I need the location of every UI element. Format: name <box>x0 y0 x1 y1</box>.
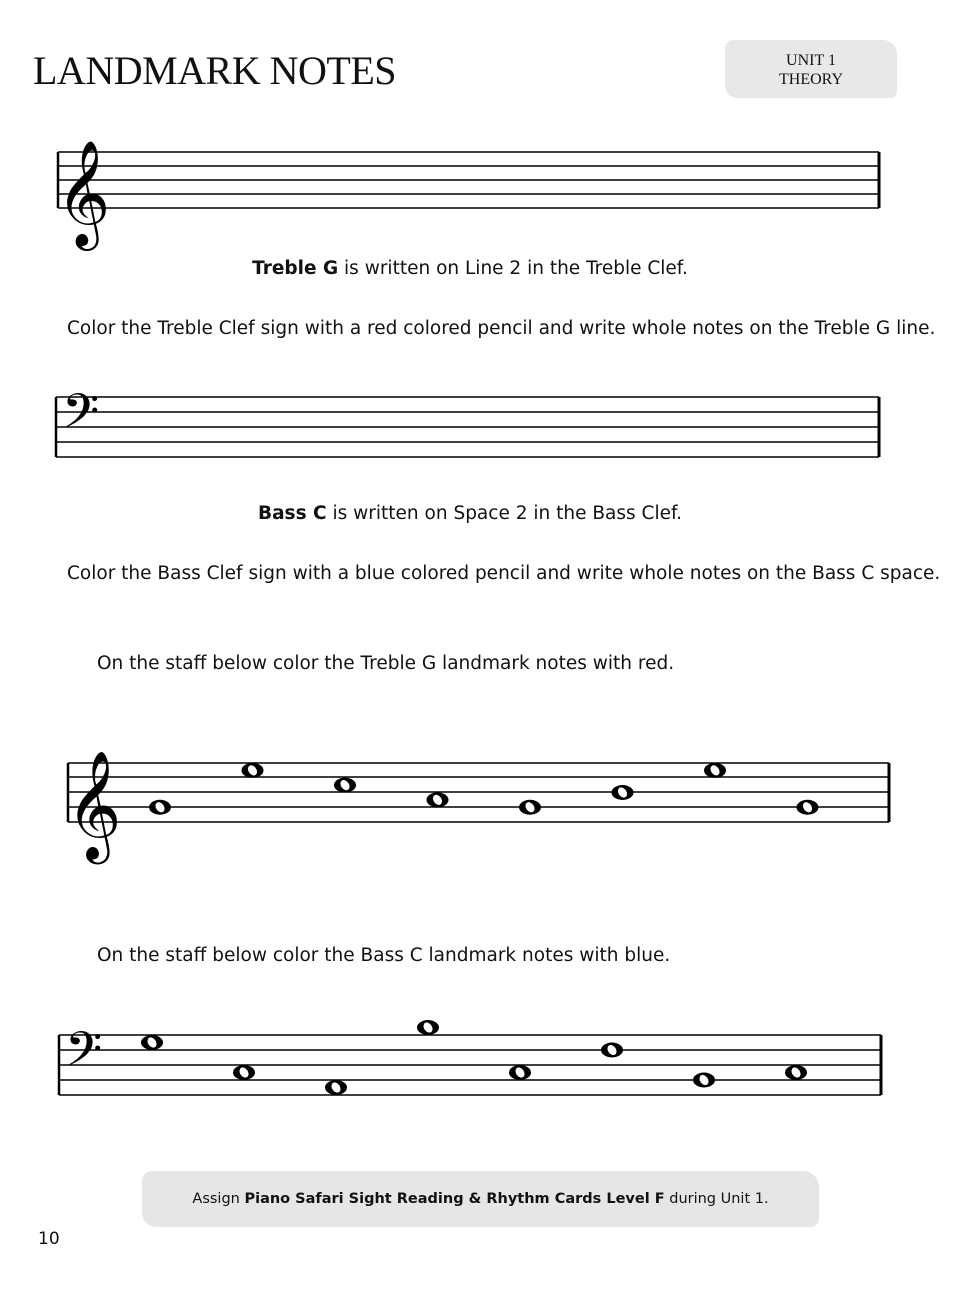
whole-note <box>509 1065 531 1080</box>
staff-lines <box>59 1035 881 1095</box>
bass-exercise-staff <box>0 1015 972 1115</box>
treble-clef-icon: 𝄞 <box>66 751 122 860</box>
whole-note <box>797 800 819 815</box>
footer-prefix: Assign <box>192 1191 245 1207</box>
bass-exercise-prompt: On the staff below color the Bass C landmark notes with blue. <box>97 945 671 966</box>
page-number: 10 <box>38 1229 60 1249</box>
treble-instruction: Color the Treble Clef sign with a red colored pencil and write whole notes on the Treble G line. <box>67 318 936 339</box>
treble-exercise-prompt: On the staff below color the Treble G landmark notes with red. <box>97 653 675 674</box>
bass-c-term: Bass C <box>257 503 327 524</box>
whole-note <box>334 778 356 793</box>
whole-note <box>612 785 634 800</box>
whole-note <box>233 1065 255 1080</box>
unit-section: THEORY <box>779 71 843 88</box>
treble-exercise-staff <box>0 730 972 860</box>
whole-note <box>704 763 726 778</box>
treble-clef-icon: 𝄞 <box>56 139 111 246</box>
page-title: LANDMARK NOTES <box>33 48 396 93</box>
staff-lines <box>68 763 889 822</box>
staff-lines <box>56 397 879 457</box>
bass-clef-icon: 𝄢 <box>65 1021 103 1089</box>
whole-note <box>785 1065 807 1080</box>
footer-suffix: during Unit 1. <box>664 1191 769 1207</box>
whole-note <box>141 1035 163 1050</box>
treble-example-staff <box>0 120 972 245</box>
whole-note <box>242 763 264 778</box>
note-group <box>141 1020 807 1095</box>
bass-example-staff <box>0 380 972 480</box>
unit-badge <box>725 40 897 98</box>
whole-note <box>601 1043 623 1058</box>
whole-note <box>427 792 449 807</box>
unit-label: UNIT 1 <box>786 52 836 69</box>
whole-note <box>417 1020 439 1035</box>
whole-note <box>693 1073 715 1088</box>
treble-g-description <box>0 258 940 279</box>
whole-note <box>325 1080 347 1095</box>
whole-note <box>519 800 541 815</box>
treble-g-term: Treble G <box>252 258 339 279</box>
footer-book-title: Piano Safari Sight Reading & Rhythm Cards Level F <box>244 1191 665 1207</box>
bass-c-description <box>0 503 940 524</box>
footer-assignment-banner <box>142 1171 819 1227</box>
treble-g-rest: is written on Line 2 in the Treble Clef. <box>338 258 688 279</box>
staff-lines <box>58 152 879 208</box>
bass-c-rest: is written on Space 2 in the Bass Clef. <box>326 503 683 524</box>
bass-clef-icon: 𝄢 <box>62 383 100 451</box>
bass-instruction: Color the Bass Clef sign with a blue colored pencil and write whole notes on the Bass C space. <box>67 563 941 584</box>
whole-note <box>149 800 171 815</box>
